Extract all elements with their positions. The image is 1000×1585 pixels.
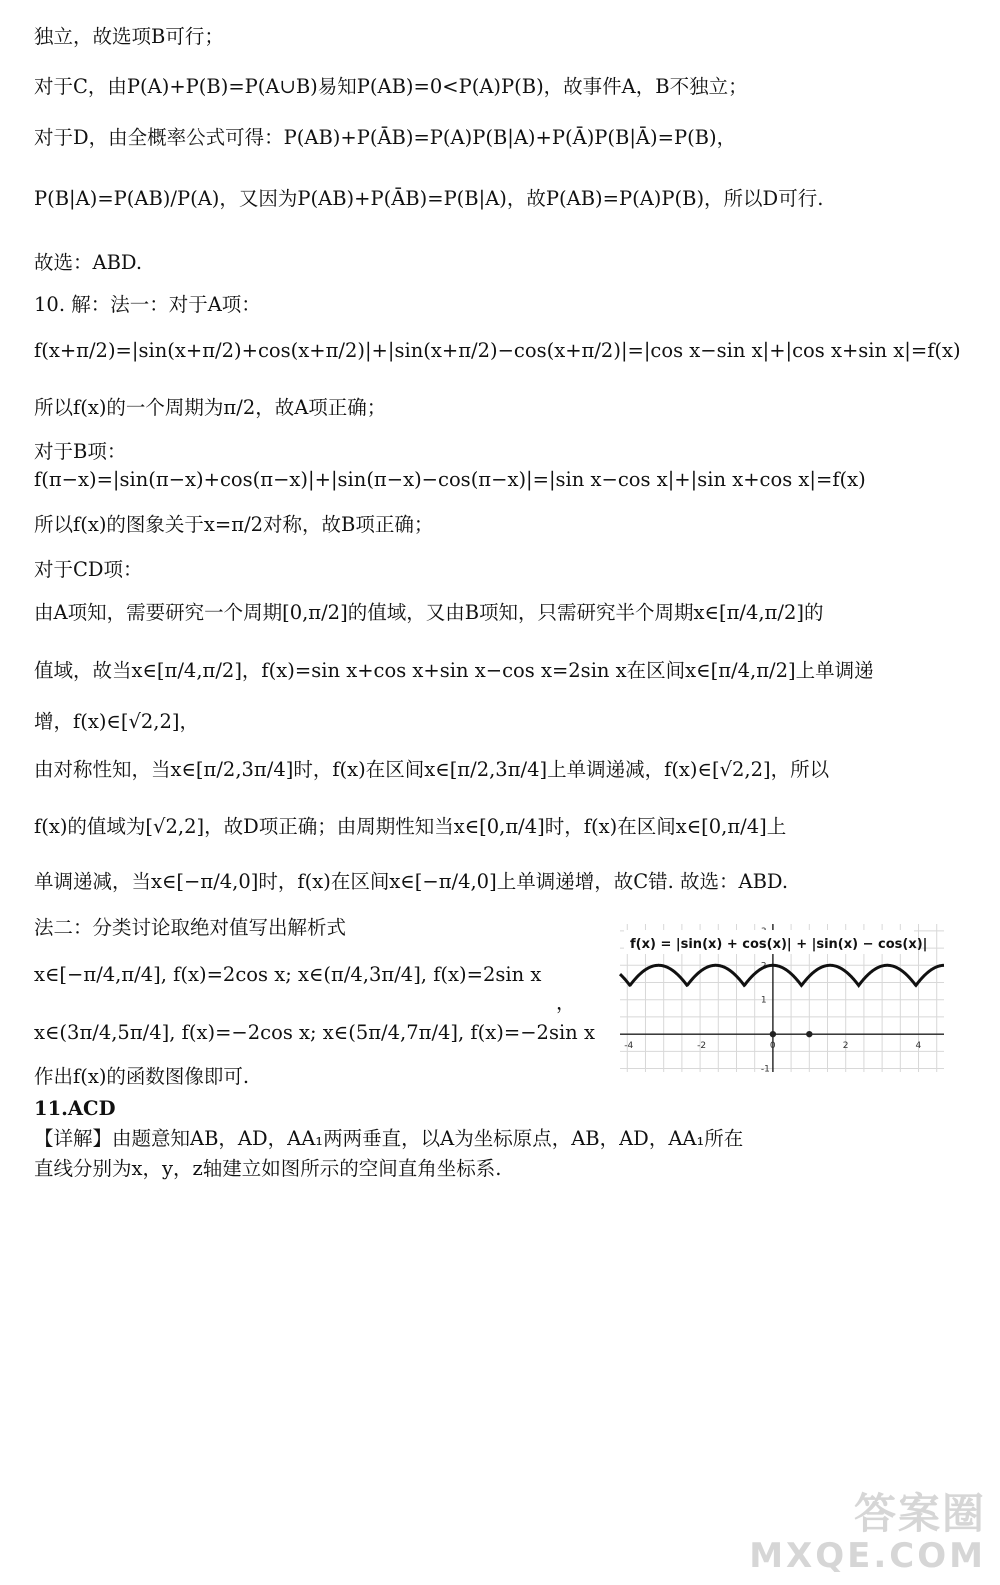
y-tick-label: 1 bbox=[760, 995, 767, 1006]
line-23: 【详解】由题意知AB，AD，AA₁两两垂直，以A为坐标原点，AB，AD，AA₁所在 bbox=[34, 1127, 744, 1150]
line-1: 对于C，由P(A)+P(B)=P(A∪B)易知P(AB)=0<P(A)P(B)，故事件A，B不独立； bbox=[34, 75, 748, 98]
x-tick-label: 4 bbox=[915, 1041, 922, 1052]
line-comma: ， bbox=[556, 991, 576, 1014]
line-20: x∈(3π/4,5π/4], f(x)=−2cos x; x∈(5π/4,7π/4], f(x)=−2sin x bbox=[34, 1021, 595, 1044]
line-5: 10. 解：法一：对于A项： bbox=[34, 293, 261, 316]
x-tick-label: 2 bbox=[842, 1041, 849, 1052]
line-0: 独立，故选项B可行； bbox=[34, 25, 224, 48]
line-12: 由A项知，需要研究一个周期[0,π/2]的值域，又由B项知，只需研究半个周期x∈[π/4,π/2]的 bbox=[34, 601, 824, 624]
line-13: 值域，故当x∈[π/4,π/2]，f(x)=sin x+cos x+sin x−cos x=2sin x在区间x∈[π/4,π/2]上单调递 bbox=[34, 659, 874, 682]
line-14: 增，f(x)∈[√2,2]， bbox=[34, 710, 200, 733]
line-4: 故选：ABD. bbox=[34, 251, 143, 274]
line-22: 11.ACD bbox=[34, 1097, 116, 1120]
line-16: f(x)的值域为[√2,2]，故D项正确；由周期性知当x∈[0,π/4]时，f(x)在区间x∈[0,π/4]上 bbox=[34, 815, 787, 838]
x-tick-label: 0 bbox=[769, 1041, 776, 1052]
line-7: 所以f(x)的一个周期为π/2，故A项正确； bbox=[34, 396, 387, 419]
line-10: 所以f(x)的图象关于x=π/2对称，故B项正确； bbox=[34, 513, 434, 536]
y-tick-label: -1 bbox=[760, 1064, 770, 1075]
watermark bbox=[749, 1491, 986, 1575]
marked-point bbox=[806, 1031, 812, 1037]
y-tick-label: 2 bbox=[760, 961, 767, 972]
line-19: x∈[−π/4,π/4], f(x)=2cos x; x∈(π/4,3π/4], f(x)=2sin x bbox=[34, 963, 542, 986]
line-8: 对于B项： bbox=[34, 440, 127, 463]
line-3: P(B|A)=P(AB)/P(A)，又因为P(AB)+P(ĀB)=P(B|A)，故P(AB)=P(A)P(B)，所以D可行. bbox=[34, 187, 824, 210]
line-17: 单调递减，当x∈[−π/4,0]时，f(x)在区间x∈[−π/4,0]上单调递增，故C错. 故选：ABD. bbox=[34, 870, 789, 893]
line-24: 直线分别为x，y，z轴建立如图所示的空间直角坐标系. bbox=[34, 1157, 502, 1180]
function-graph bbox=[612, 918, 952, 1078]
marked-point bbox=[770, 1031, 776, 1037]
line-21: 作出f(x)的函数图像即可. bbox=[34, 1065, 250, 1088]
function-graph-svg bbox=[612, 918, 952, 1078]
graph-title: f(x) = |sin(x) + cos(x)| + |sin(x) − cos(x)| bbox=[630, 937, 928, 952]
line-11: 对于CD项： bbox=[34, 558, 143, 581]
line-2: 对于D，由全概率公式可得：P(AB)+P(ĀB)=P(A)P(B|A)+P(Ā)P(B|Ā)=P(B)， bbox=[34, 126, 737, 149]
watermark-logo-text: 答案圈 bbox=[853, 1489, 986, 1538]
line-6: f(x+π/2)=|sin(x+π/2)+cos(x+π/2)|+|sin(x+π/2)−cos(x+π/2)|=|cos x−sin x|+|cos x+sin x|=f(x) bbox=[34, 339, 961, 362]
line-18: 法二：分类讨论取绝对值写出解析式 bbox=[34, 916, 347, 939]
x-tick-label: -2 bbox=[697, 1041, 707, 1052]
watermark-site: MXQE.COM bbox=[749, 1536, 986, 1576]
line-9: f(π−x)=|sin(π−x)+cos(π−x)|+|sin(π−x)−cos(π−x)|=|sin x−cos x|+|sin x+cos x|=f(x) bbox=[34, 468, 866, 491]
x-tick-label: -4 bbox=[624, 1041, 634, 1052]
line-15: 由对称性知，当x∈[π/2,3π/4]时，f(x)在区间x∈[π/2,3π/4]上单调递减，f(x)∈[√2,2]，所以 bbox=[34, 758, 830, 781]
